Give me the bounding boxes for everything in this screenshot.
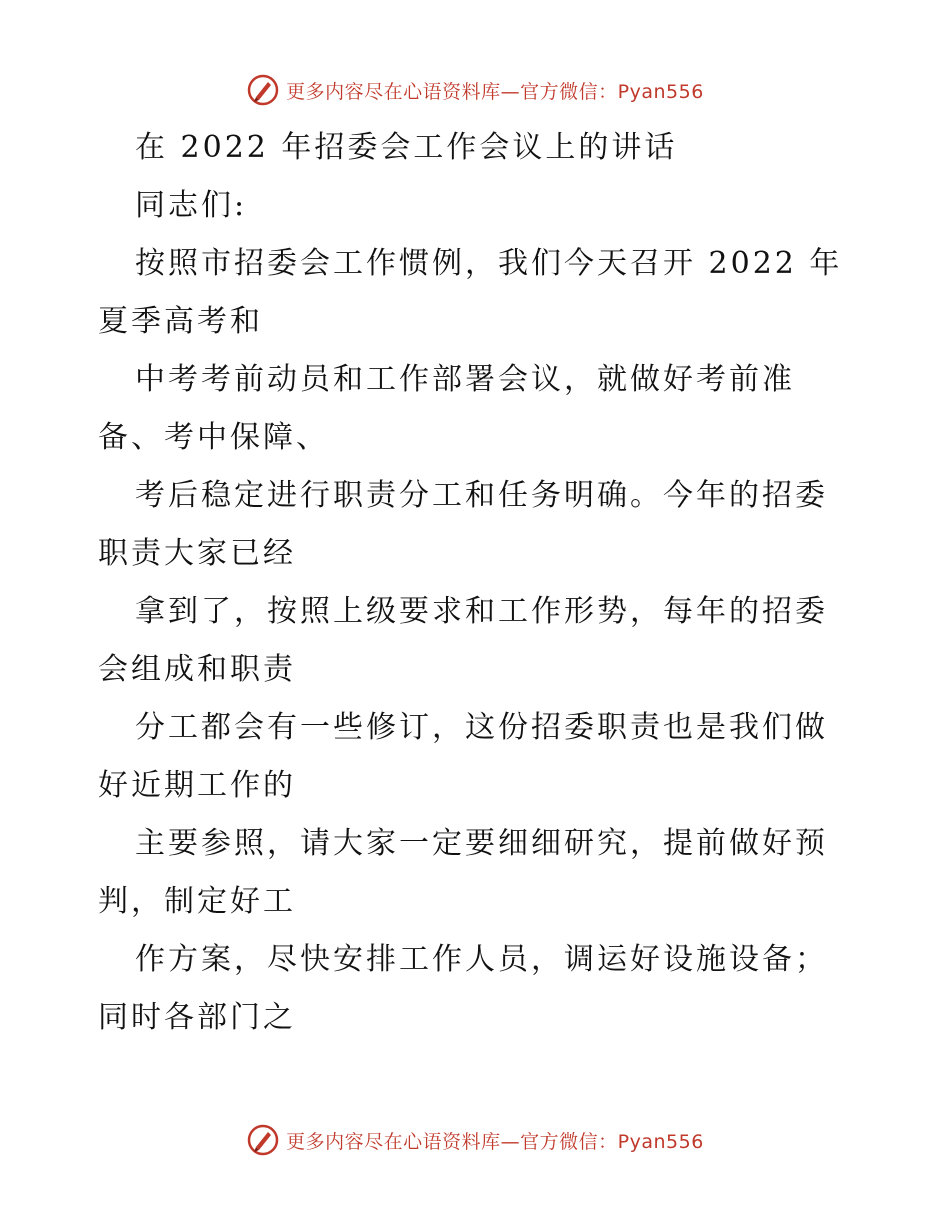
paragraph-line: 职责大家已经 bbox=[98, 536, 296, 571]
paragraph-line: 主要参照，请大家一定要细细研究，提前做好预 bbox=[135, 826, 828, 861]
paragraph-line: 好近期工作的 bbox=[98, 768, 296, 803]
paragraph-line: 中考考前动员和工作部署会议，就做好考前准 bbox=[135, 362, 795, 397]
paragraph-line: 会组成和职责 bbox=[98, 652, 296, 687]
watermark-text: 更多内容尽在心语资料库—官方微信：Pyan556 bbox=[286, 1130, 704, 1153]
document-title: 在 2022 年招委会工作会议上的讲话 bbox=[135, 130, 678, 165]
paragraph-line: 拿到了，按照上级要求和工作形势，每年的招委 bbox=[135, 594, 828, 629]
paragraph-line: 按照市招委会工作惯例，我们今天召开 2022 年 bbox=[135, 246, 843, 281]
watermark-banner-bottom bbox=[0, 1120, 950, 1160]
paragraph-line: 判，制定好工 bbox=[98, 884, 296, 919]
paragraph-line: 作方案，尽快安排工作人员，调运好设施设备； bbox=[135, 942, 828, 977]
paragraph-line: 备、考中保障、 bbox=[98, 420, 329, 455]
pen-circle-logo-icon bbox=[246, 1123, 280, 1157]
watermark-text: 更多内容尽在心语资料库—官方微信：Pyan556 bbox=[286, 80, 704, 103]
salutation: 同志们: bbox=[135, 188, 248, 223]
paragraph-line: 同时各部门之 bbox=[98, 1000, 296, 1035]
paragraph-line: 夏季高考和 bbox=[98, 304, 263, 339]
paragraph-line: 分工都会有一些修订，这份招委职责也是我们做 bbox=[135, 710, 828, 745]
paragraph-line: 考后稳定进行职责分工和任务明确。今年的招委 bbox=[135, 478, 828, 513]
